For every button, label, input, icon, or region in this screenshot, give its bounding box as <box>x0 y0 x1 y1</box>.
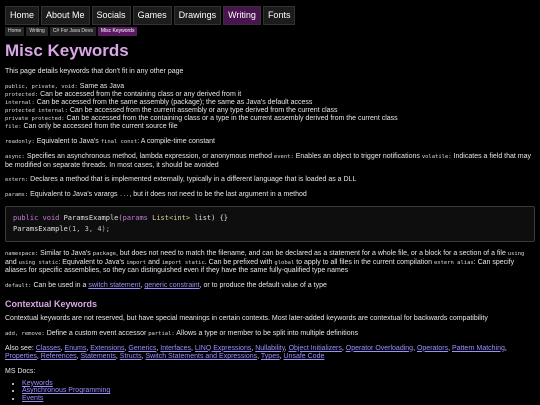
code-token: 3 <box>84 224 89 233</box>
access-modifier-desc: Can be accessed from the containing class or any derived from it <box>38 91 242 98</box>
also-see-link-generics[interactable]: Generics <box>128 344 157 352</box>
text: Define a custom event accessor <box>44 329 149 337</box>
text: Can be used in a <box>31 282 89 289</box>
also-see-link-references[interactable]: References <box>40 353 77 361</box>
ms-docs-list <box>5 380 535 403</box>
code-token: list) {} <box>190 213 228 222</box>
text: , but does not need to match the filename, and can be declared as a statement for a whole file, or a block for a section of a file <box>115 249 508 257</box>
extern-alias-code: extern alias <box>433 259 474 266</box>
also-see-label: Also see: <box>5 344 36 352</box>
access-modifier-row <box>5 123 535 131</box>
nav-item-home[interactable]: Home <box>5 6 39 25</box>
main-nav <box>5 6 535 25</box>
also-see-link-operators[interactable]: Operators <box>416 344 449 352</box>
using-code: using <box>507 250 525 257</box>
text: : A compile-time constant <box>137 138 216 145</box>
ms-docs <box>5 368 535 402</box>
text: , <box>140 282 145 289</box>
also-see-link-nullability[interactable]: Nullability <box>255 344 285 352</box>
breadcrumb-item-writing[interactable]: Writing <box>26 27 47 36</box>
nav-item-socials[interactable]: Socials <box>92 6 131 25</box>
code-token: List<int> <box>152 213 191 222</box>
access-modifier-code: file: <box>5 124 22 130</box>
text: , or to produce the default value of a type <box>199 282 327 289</box>
access-modifier-desc: Can be accessed from the current assembly or any type derived from the current class <box>67 107 338 114</box>
import-code: import <box>126 259 147 266</box>
readonly-code: readonly: <box>5 139 35 145</box>
access-modifier-desc: Can only be accessed from the current source file <box>21 123 178 130</box>
also-see-link-object-initializers[interactable]: Object Initializers <box>288 344 342 352</box>
text: to apply to all files in the current compilation <box>294 258 434 266</box>
access-modifier-code: internal: <box>5 100 35 106</box>
switch-statement-link[interactable]: switch statement <box>88 282 141 289</box>
text: : Can specify aliases for specific assemblies, so they can distinguished even if they have the same fully-qualified type names <box>5 258 515 275</box>
text: . Can be prefixed with <box>204 258 275 266</box>
text: Equivalent to Java's <box>34 138 101 145</box>
code-token: 4 <box>97 224 102 233</box>
also-see-link-classes[interactable]: Classes <box>35 344 61 352</box>
text: , but it does not need to be the last argument in a method <box>129 191 307 198</box>
code-token: ( <box>67 224 73 233</box>
default-paragraph <box>5 282 535 291</box>
code-token: , <box>88 224 98 233</box>
add-remove-code: add, remove: <box>5 330 45 337</box>
access-modifier-desc: Can be accessed from the containing class or a type in the current assembly derived from the current class <box>64 115 398 122</box>
code-line-1 <box>13 214 228 222</box>
async-paragraph <box>5 153 535 171</box>
breadcrumb-item-home[interactable]: Home <box>5 27 24 36</box>
code-token: ParamsExample <box>13 224 68 233</box>
text: and <box>146 258 162 266</box>
default-code: default: <box>5 283 32 289</box>
varargs-code: ... <box>119 192 130 198</box>
access-modifiers-list <box>5 83 535 131</box>
params-code: params: <box>5 192 29 198</box>
also-see-link-extensions[interactable]: Extensions <box>90 344 125 352</box>
readonly-paragraph <box>5 138 535 147</box>
event-code: event: <box>273 153 294 160</box>
also-see-link-types[interactable]: Types <box>260 353 280 361</box>
access-modifier-desc: Can be accessed from the same assembly (package); the same as Java's default access <box>34 99 313 106</box>
partial-code: partial: <box>148 330 175 337</box>
intro-text: This page details keywords that don't fit in any other page <box>5 68 184 76</box>
code-line-2 <box>13 225 110 233</box>
text: Enables an object to trigger notifications <box>293 152 422 160</box>
global-code: global <box>274 259 295 266</box>
also-see-link-operator-overloading[interactable]: Operator Overloading <box>345 344 414 352</box>
also-see-link-unsafe-code[interactable]: Unsafe Code <box>283 353 325 361</box>
nav-item-writing[interactable]: Writing <box>223 6 261 25</box>
nav-item-drawings[interactable]: Drawings <box>174 6 222 25</box>
also-see-link-switch-statements-and-expressions[interactable]: Switch Statements and Expressions <box>145 353 258 361</box>
text: Declares a method that is implemented externally, typically in a different language that is loaded as a DLL <box>28 176 357 184</box>
text: and <box>5 258 19 266</box>
generic-constraint-link[interactable]: generic constraint <box>144 282 200 289</box>
page-title: Misc Keywords <box>5 41 129 60</box>
package-code: package <box>92 250 116 257</box>
also-see: Also see: Classes, Enums, Extensions, Generics, Interfaces, LINQ Expressions, Nullability, Object Initializers, Operator Overloading, Operators, Pattern Matching, Properties, References, Statements, Structs, Switch Statements and Expressions, Types, Unsafe Code <box>5 344 507 361</box>
text: Allows a type or member to be split into multiple definitions <box>174 329 359 337</box>
volatile-code: volatile: <box>421 153 452 160</box>
code-token: , <box>76 224 85 233</box>
ms-docs-link-events[interactable]: Events <box>22 394 44 402</box>
breadcrumb-item-misc-keywords[interactable]: Misc Keywords <box>98 27 138 36</box>
also-see-link-statements[interactable]: Statements <box>80 353 116 361</box>
access-modifier-row <box>5 91 535 99</box>
access-modifier-row <box>5 107 535 115</box>
extern-paragraph <box>5 176 535 185</box>
code-token: public <box>13 213 39 222</box>
contextual-intro: Contextual keywords are not reserved, but have special meanings in certain contexts. Most later-added keywords are contextual for backwards compatibility <box>5 315 488 322</box>
nav-item-fonts[interactable]: Fonts <box>263 6 296 25</box>
text: Specifies an asynchronous method, lambda expression, or anonymous method <box>24 152 274 160</box>
text: Equivalent to Java's varargs <box>28 191 120 198</box>
access-modifier-row <box>5 83 535 91</box>
ms-docs-link-asynchronous-programming[interactable]: Asynchronous Programming <box>22 387 111 395</box>
also-see-link-pattern-matching[interactable]: Pattern Matching <box>451 344 505 352</box>
list-item <box>22 387 535 395</box>
async-code: async: <box>5 153 25 160</box>
breadcrumb-item-c-for-java-devs[interactable]: C# For Java Devs <box>50 27 96 36</box>
breadcrumb <box>5 27 535 36</box>
namespace-code: namespace: <box>5 250 39 257</box>
access-modifier-row <box>5 115 535 123</box>
access-modifier-row <box>5 99 535 107</box>
also-see-link-structs[interactable]: Structs <box>119 353 142 361</box>
import-static-code: import static <box>161 259 205 266</box>
access-modifier-desc: Same as Java <box>77 83 125 90</box>
extern-code: extern: <box>5 177 29 184</box>
contextual-heading: Contextual Keywords <box>5 298 98 309</box>
code-token: ParamsExample <box>63 213 119 222</box>
text: Similar to Java's <box>38 249 93 257</box>
also-see-link-linq-expressions[interactable]: LINQ Expressions <box>194 344 252 352</box>
code-block <box>5 206 535 242</box>
text: : Equivalent to Java's <box>58 258 127 266</box>
access-modifier-code: protected internal: <box>5 108 68 114</box>
code-token: ( <box>118 213 123 222</box>
also-see-link-interfaces[interactable]: Interfaces <box>160 344 192 352</box>
code-token: params <box>122 213 148 222</box>
ms-docs-link-keywords[interactable]: Keywords <box>22 379 53 387</box>
list-item <box>22 380 535 388</box>
code-token: void <box>42 213 60 222</box>
access-modifier-code: protected: <box>5 92 39 98</box>
nav-item-games[interactable]: Games <box>133 6 172 25</box>
access-modifier-code: public, private, void: <box>5 84 78 90</box>
nav-item-about-me[interactable]: About Me <box>41 6 90 25</box>
using-static-code: using static <box>18 259 59 266</box>
access-modifier-code: private protected: <box>5 116 65 122</box>
namespace-paragraph <box>5 250 535 276</box>
final-const-code: final const <box>100 139 138 145</box>
contextual-keywords-paragraph <box>5 330 535 339</box>
text: Indicates a field that may be modified on separate threads. In most cases, it should be avoided <box>5 152 532 169</box>
code-token: 1 <box>72 224 77 233</box>
params-paragraph <box>5 191 535 200</box>
code-token: ); <box>101 224 110 233</box>
also-see-link-properties[interactable]: Properties <box>5 353 37 361</box>
ms-docs-label: MS Docs: <box>5 368 36 375</box>
also-see-link-enums[interactable]: Enums <box>64 344 87 352</box>
list-item <box>22 395 535 403</box>
